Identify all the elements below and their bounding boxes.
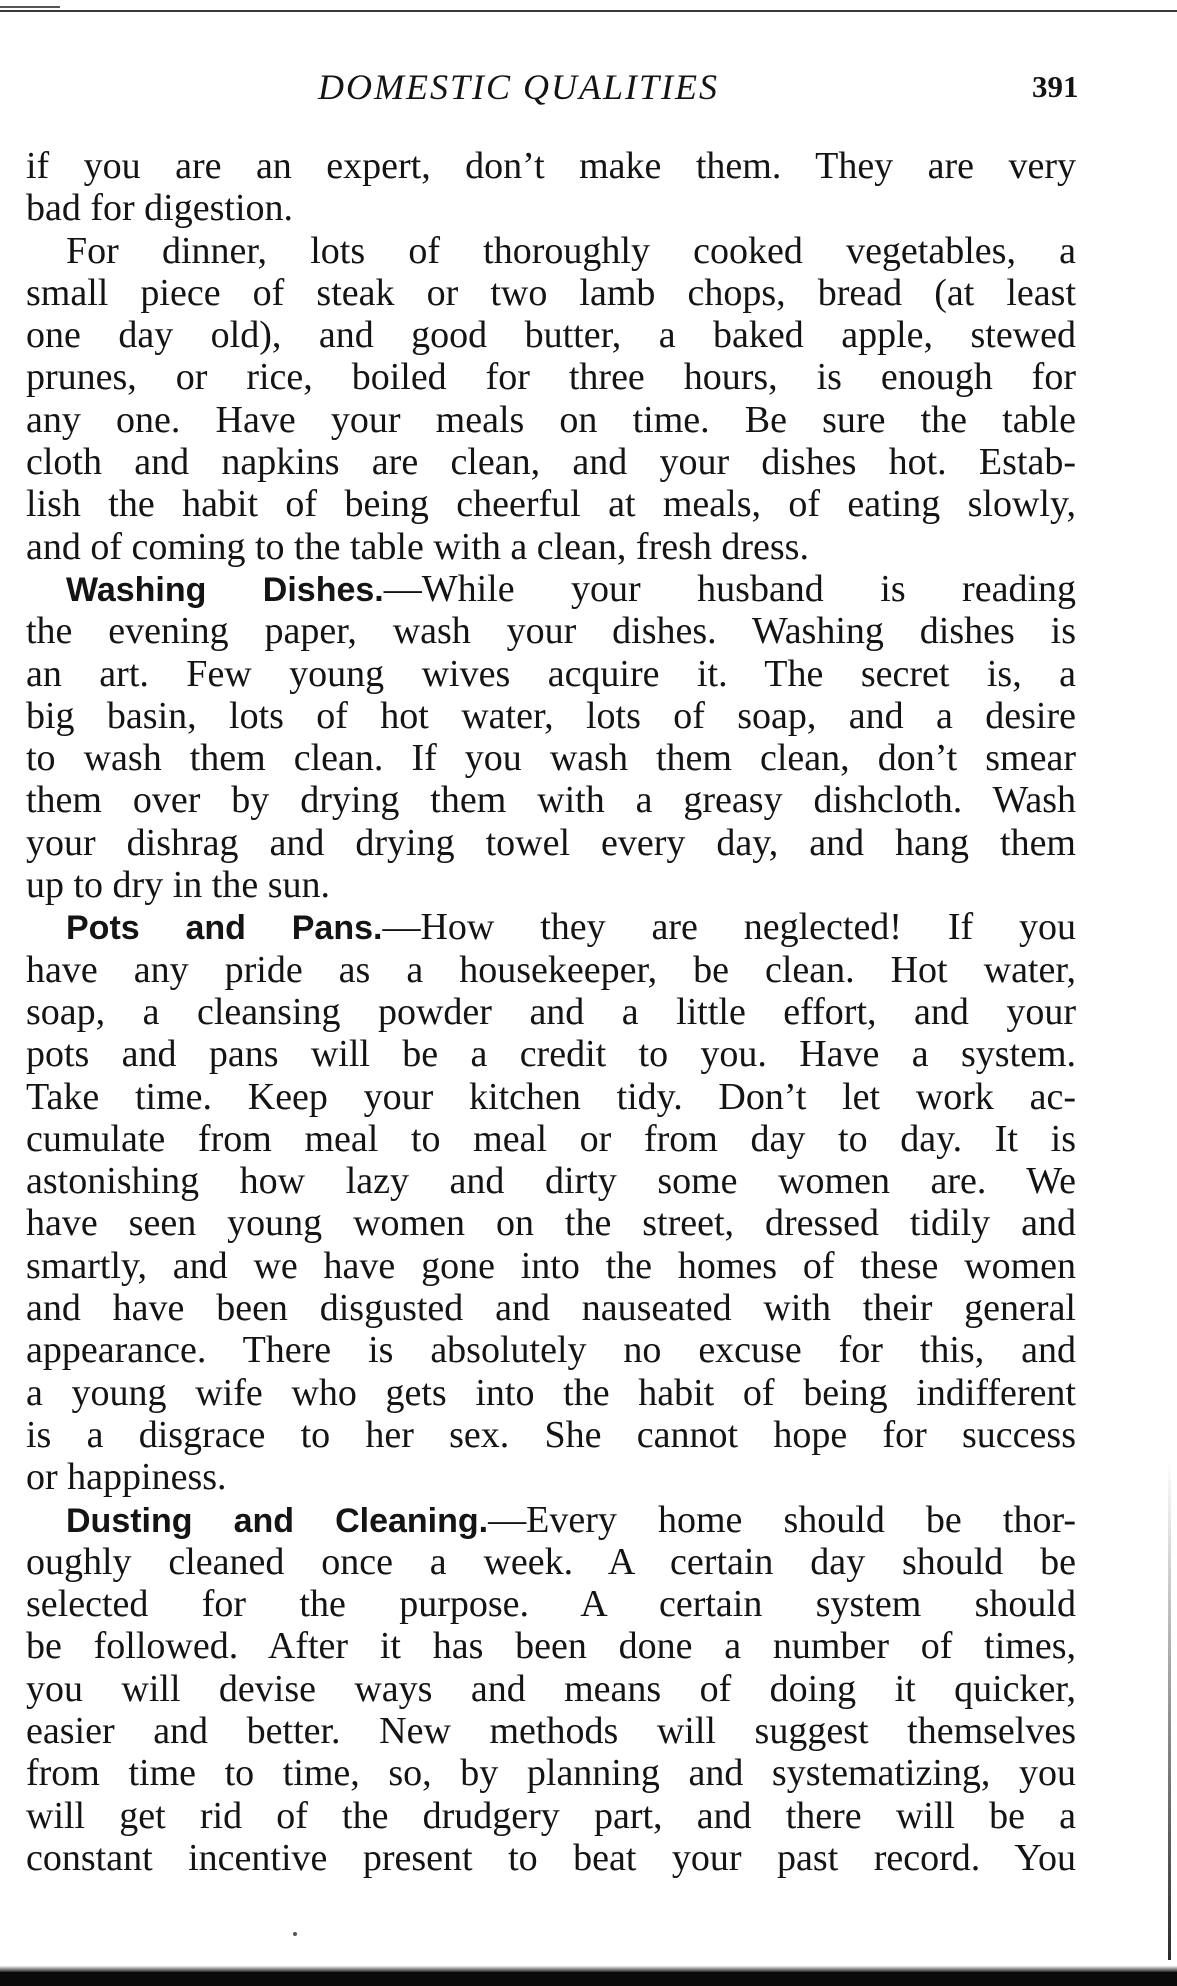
text-line [26,1076,1076,1118]
line-text: big basin, lots of hot water, lots of soap, and a desire [26,694,1076,737]
line-text: the evening paper, wash your dishes. Washing dishes is [26,610,1076,653]
text-line [26,1372,1076,1414]
body-text [26,145,1076,1879]
line-text: —Every home should be thor- [488,1498,1076,1541]
page-edge-shadow [1168,1460,1171,1960]
print-speck [293,1932,297,1936]
page-corner-mark [0,6,60,8]
text-line [26,1837,1076,1879]
text-line [26,1202,1076,1244]
text-line [26,779,1076,821]
line-text: cloth and napkins are clean, and your dishes hot. Estab- [26,441,1076,484]
text-line [26,1414,1076,1456]
running-title: DOMESTIC QUALITIES [318,67,719,107]
page-number: 391 [1032,69,1079,104]
line-text: up to dry in the sun. [26,864,330,907]
section-heading: Dusting and Cleaning. [66,1501,489,1540]
text-line [26,991,1076,1033]
text-line [26,1752,1076,1794]
text-line [26,230,1076,272]
section-heading-line [26,1499,1076,1541]
line-text: easier and better. New methods will suggest themselves [26,1709,1076,1752]
text-line [26,653,1076,695]
line-text: selected for the purpose. A certain system should [26,1583,1076,1626]
text-line [26,822,1076,864]
text-line [26,695,1076,737]
section-heading: Washing Dishes. [66,570,384,609]
text-line [26,1583,1076,1625]
line-text: smartly, and we have gone into the homes of these women [26,1244,1076,1287]
top-edge-rule [0,10,1177,12]
line-text: from time to time, so, by planning and systematizing, you [26,1752,1076,1795]
text-line [26,1625,1076,1667]
bottom-edge-band [0,1972,1177,1986]
line-text: be followed. After it has been done a number of times, [26,1625,1076,1668]
line-text: For dinner, lots of thoroughly cooked vegetables, a [66,229,1076,272]
line-text: one day old), and good butter, a baked apple, stewed [26,314,1076,357]
line-text: them over by drying them with a greasy dishcloth. Wash [26,779,1076,822]
text-line [26,483,1076,525]
text-line [26,1795,1076,1837]
text-line [26,1033,1076,1075]
text-line [26,314,1076,356]
line-text: an art. Few young wives acquire it. The secret is, a [26,652,1076,695]
line-text: lish the habit of being cheerful at meals, of eating slowly, [26,483,1076,526]
text-line [26,441,1076,483]
text-line [26,1245,1076,1287]
text-line [26,1668,1076,1710]
text-line [26,1456,1076,1498]
section-heading-line [26,906,1076,948]
text-line [26,737,1076,779]
line-text: —How they are neglected! If you [382,906,1076,949]
text-line [26,526,1076,568]
running-head [0,66,1177,116]
section-heading-line [26,568,1076,610]
line-text: soap, a cleansing powder and a little effort, and your [26,990,1076,1033]
text-line [26,399,1076,441]
text-line [26,949,1076,991]
section-heading: Pots and Pans. [66,909,383,948]
text-line [26,187,1076,229]
line-text: you will devise ways and means of doing it quicker, [26,1667,1076,1710]
line-text: oughly cleaned once a week. A certain day should be [26,1540,1076,1583]
text-line [26,864,1076,906]
line-text: have seen young women on the street, dressed tidily and [26,1202,1076,1245]
line-text: —While your husband is reading [383,567,1076,610]
text-line [26,1287,1076,1329]
line-text: astonishing how lazy and dirty some women are. We [26,1160,1076,1203]
line-text: bad for digestion. [26,187,294,230]
line-text: will get rid of the drudgery part, and there will be a [26,1794,1076,1837]
line-text: is a disgrace to her sex. She cannot hope for success [26,1413,1076,1456]
line-text: have any pride as a housekeeper, be clean. Hot water, [26,948,1076,991]
line-text: or happiness. [26,1456,227,1499]
line-text: appearance. There is absolutely no excuse for this, and [26,1329,1076,1372]
text-line [26,1118,1076,1160]
text-line [26,1160,1076,1202]
line-text: cumulate from meal to meal or from day to day. It is [26,1117,1076,1160]
text-line [26,145,1076,187]
text-line [26,272,1076,314]
text-line [26,1710,1076,1752]
line-text: and of coming to the table with a clean, fresh dress. [26,525,809,568]
line-text: prunes, or rice, boiled for three hours, is enough for [26,356,1076,399]
text-line [26,610,1076,652]
text-line [26,1329,1076,1371]
line-text: constant incentive present to beat your past record. You [26,1836,1076,1879]
line-text: and have been disgusted and nauseated with their general [26,1287,1076,1330]
text-line [26,1541,1076,1583]
line-text: a young wife who gets into the habit of being indifferent [26,1371,1076,1414]
line-text: any one. Have your meals on time. Be sure the table [26,398,1076,441]
line-text: small piece of steak or two lamb chops, bread (at least [26,271,1076,314]
line-text: Take time. Keep your kitchen tidy. Don’t let work ac- [26,1075,1076,1118]
line-text: your dishrag and drying towel every day, and hang them [26,821,1076,864]
line-text: if you are an expert, don’t make them. They are very [26,145,1076,187]
line-text: to wash them clean. If you wash them clean, don’t smear [26,737,1076,780]
line-text: pots and pans will be a credit to you. Have a system. [26,1033,1076,1076]
text-line [26,356,1076,398]
